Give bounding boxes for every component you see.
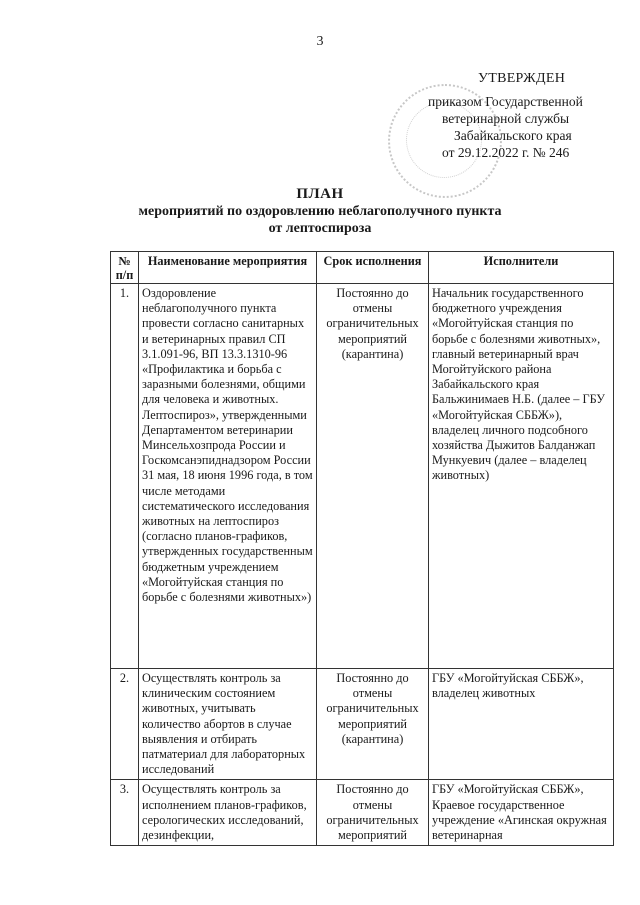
title-line-1: мероприятий по оздоровлению неблагополучного пункта — [138, 204, 502, 219]
plan-table — [110, 251, 614, 846]
title-plan: ПЛАН — [296, 186, 344, 202]
table-row — [111, 780, 614, 846]
header-num: № п/п — [111, 252, 139, 284]
row-term: Постоянно до отмены ограничительных мероприятий (карантина) — [317, 669, 429, 780]
row-num: 1. — [111, 284, 139, 669]
row-name: Осуществлять контроль за исполнением планов-графиков, серологических исследований, дезинфекции, — [139, 780, 317, 846]
approved-heading: УТВЕРЖДЕН — [478, 71, 566, 86]
page-number: 3 — [316, 34, 324, 49]
approval-line-2: ветеринарной службы — [442, 111, 570, 126]
row-exec: Начальник государственного бюджетного учреждения «Могойтуйская станция по борьбе с болезнями животных», главный ветеринарный врач Могойтуйского района Забайкальского края Бальжинимаев Н.Б. (далее – ГБУ «Могойтуйская СББЖ»), владелец личного подсобного хозяйства Дыжитов Балданжап Мункуевич (далее – владелец животных) — [429, 284, 614, 669]
header-name: Наименование мероприятия — [139, 252, 317, 284]
row-name: Осуществлять контроль за клиническим состоянием животных, учитывать количество абортов в случае выявления и отбирать патматериал для лабораторных исследований — [139, 669, 317, 780]
table-header-row — [111, 252, 614, 284]
title-line-2: от лептоспироза — [268, 221, 372, 236]
row-name: Оздоровление неблагополучного пункта провести согласно санитарных и ветеринарных правил СП 3.1.091-96, ВП 13.3.1310-96 «Профилактика и борьба с заразными болезнями, общими для человека и животных. Лептоспироз», утвержденными Департаментом ветеринарии Минсельхозпрода России и Госкомсанэпиднадзором России 31 мая, 18 июня 1996 года, в том числе методами систематического исследования животных на лептоспироз (согласно планов-графиков, утвержденных государственным бюджетным учреждением «Могойтуйская станция по борьбе с болезнями животных») — [139, 284, 317, 669]
row-num: 3. — [111, 780, 139, 846]
approval-block — [420, 70, 630, 161]
row-term: Постоянно до отмены ограничительных мероприятий — [317, 780, 429, 846]
table-row — [111, 284, 614, 669]
approval-line-4: от 29.12.2022 г. № 246 — [442, 145, 570, 160]
header-term: Срок исполнения — [317, 252, 429, 284]
approval-line-1: приказом Государственной — [428, 94, 583, 109]
document-title — [0, 186, 640, 237]
row-term: Постоянно до отмены ограничительных мероприятий (карантина) — [317, 284, 429, 669]
row-num: 2. — [111, 669, 139, 780]
header-exec: Исполнители — [429, 252, 614, 284]
row-exec: ГБУ «Могойтуйская СББЖ», владелец животных — [429, 669, 614, 780]
row-exec: ГБУ «Могойтуйская СББЖ», Краевое государственное учреждение «Агинская окружная ветеринарная — [429, 780, 614, 846]
table-row — [111, 669, 614, 780]
approval-line-3: Забайкальского края — [454, 128, 572, 143]
